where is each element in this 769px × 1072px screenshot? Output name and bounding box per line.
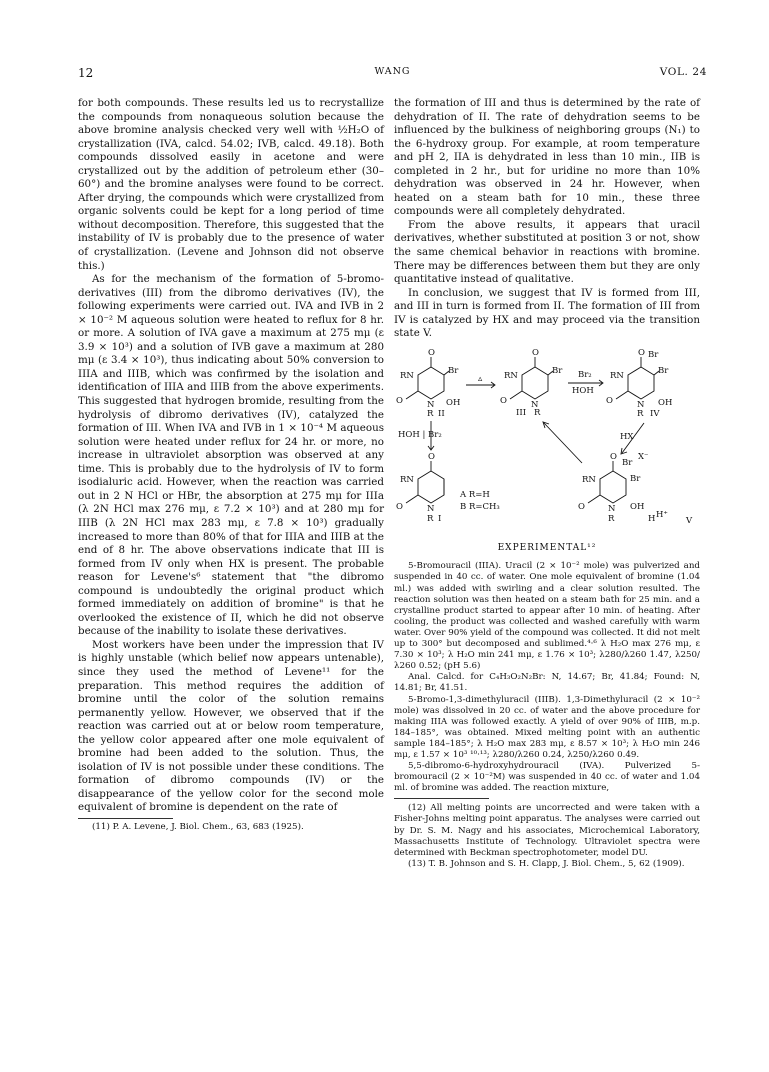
svg-text:R: R: [427, 408, 434, 419]
reaction-scheme: [394, 347, 700, 537]
svg-text:V: V: [686, 515, 693, 526]
paragraph: the formation of III and thus is determined by the rate of dehydration of II. The rate of dehydration seems to be influenced by the bulkiness of neighboring groups (N₁) to the 6-hydroxy group. For example, at room temperature and pH 2, IIA is dehydrated in less than 10 min., IIB is completed in 2 hr., but for uridine no more than 10% dehydration was observed in 24 hr. However, when heated on a steam bath for 10 min., these three compounds were all completely dehydrated.: [394, 97, 700, 218]
structure-I: [396, 452, 444, 524]
svg-text:Br₂: Br₂: [578, 369, 592, 380]
structure-III: [500, 348, 563, 418]
svg-text:RN: RN: [400, 370, 414, 381]
svg-text:N: N: [608, 503, 616, 514]
svg-text:N: N: [427, 503, 435, 514]
footnotes: [394, 798, 700, 870]
svg-text:X⁻: X⁻: [638, 451, 649, 462]
legend-A: A R=H: [460, 489, 490, 500]
footnote-rule: [394, 798, 489, 799]
paragraph: As for the mechanism of the formation of 5-bromo-derivatives (III) from the dibromo derivatives (IV), the following experiments were carried out. IVA and IVB in 2 × 10⁻² M aqueous solution were heated to reflux for 8 hr. or more. A solution of IVA gave a maximum at 275 mμ (ε 3.9 × 10³) and a solution of IVB gave a maximum at 280 mμ (ε 3.4 × 10³), thus indicating about 50% conversion to IIIA and IIIB, which was confirmed by the isolation and identification of IIIA and IIIB from the above experiments. This suggested that hydrogen bromide, resulting from the hydrolysis of dibromo derivatives (IV), catalyzed the formation of III. When IVA and IVB in 1 × 10⁻⁴ M aqueous solution were heated under reflux for 24 hr. or more, no increase in ultraviolet absorption was observed at any time. This is probably due to the hydrolysis of IV to form isodialuric acid. However, when the reaction was carried out in 2 N HCl or HBr, the absorption at 275 mμ for IIIa (λ 2N HCl max 276 mμ, ε 7.2 × 10³) and at 280 mμ for IIIB (λ 2N HCl max 283 mμ, ε 7.8 × 10³) gradually increased to more than 80% of that for IIIA and IIIB at the end of 8 hr. The above observations indicate that III is formed from IV only when HX is present. The probable reason for Levene's⁶ statement that "the dibromo compound is undoubtedly the original product which formed immediately on addition of bromine" is that he overlooked the existence of II, which he did not observe because of the inability to isolate these derivatives.: [78, 273, 384, 638]
svg-text:O: O: [578, 501, 585, 512]
svg-text:O: O: [532, 347, 539, 358]
svg-text:O: O: [396, 395, 403, 406]
svg-text:HOH | Br₂: HOH | Br₂: [398, 429, 442, 440]
svg-text:O: O: [396, 501, 403, 512]
paragraph: In conclusion, we suggest that IV is formed from III, and III in turn is formed from II. The formation of III from IV is catalyzed by HX and may proceed via the transition state V.: [394, 286, 700, 340]
svg-text:OH: OH: [446, 397, 461, 408]
svg-text:R: R: [534, 407, 541, 418]
svg-text:H⁺: H⁺: [656, 509, 668, 520]
structure-V: [578, 452, 693, 526]
paragraph: 5-Bromo-1,3-dimethyluracil (IIIB). 1,3-Dimethyluracil (2 × 10⁻² mole) was dissolved in 20 cc. of water and the above procedure for making IIIA was followed exactly. A yield of over 90% of IIIB, m.p. 184–185°, was obtained. Mixed melting point with an authentic sample 184–185°; λ H₂O max 283 mμ, ε 8.57 × 10³; λ H₂O min 246 mμ, ε 1.57 × 10³ ¹⁰·¹³; λ280/λ260 0.24, λ250/λ260 0.49.: [394, 694, 700, 760]
svg-text:III: III: [516, 407, 527, 418]
svg-text:RN: RN: [582, 474, 596, 485]
svg-text:O: O: [638, 347, 645, 358]
svg-text:O: O: [610, 451, 617, 462]
svg-text:Br: Br: [630, 473, 641, 484]
svg-text:HX: HX: [620, 431, 634, 442]
svg-text:N: N: [637, 399, 645, 410]
paragraph: 5,5-dibromo-6-hydroxyhydrouracil (IVA). Pulverized 5-bromouracil (2 × 10⁻²M) was suspended in 40 cc. of water and 1.04 ml. of bromine was added. The reaction mixture,: [394, 761, 700, 794]
running-header: [78, 66, 707, 82]
svg-text:RN: RN: [610, 370, 624, 381]
structure-IV: [606, 348, 672, 419]
experimental-section: [394, 561, 700, 870]
svg-text:II: II: [438, 408, 445, 419]
svg-text:Br: Br: [648, 349, 659, 360]
svg-text:RN: RN: [400, 474, 414, 485]
paragraph: Anal. Calcd. for C₄H₃O₂N₂Br: N, 14.67; Br, 41.84; Found: N, 14.81; Br, 41.51.: [394, 672, 700, 694]
svg-text:O: O: [500, 395, 507, 406]
right-column: [394, 97, 700, 870]
svg-text:Br: Br: [448, 365, 459, 376]
paragraph: Most workers have been under the impression that IV is highly unstable (which belief now appears untenable), since they used the method of Levene¹¹ for the preparation. This method requires the addition of bromine until the color of the solution remains permanently yellow. However, we observed that if the reaction was carried out at or below room temperature, the yellow color appeared after one mole equivalent of bromine had been added to the solution. Thus, the isolation of IV is not possible under these conditions. The formation of dibromo compounds (IV) or the disappearance of the yellow color for the second mole equivalent of bromine is dependent on the rate of: [78, 638, 384, 814]
svg-text:N: N: [427, 399, 435, 410]
left-column: [78, 97, 384, 833]
svg-text:RN: RN: [504, 370, 518, 381]
volume-label: VOL. 24: [659, 66, 707, 78]
experimental-heading: EXPERIMENTAL¹²: [497, 542, 597, 553]
svg-text:OH: OH: [658, 397, 673, 408]
paragraph: for both compounds. These results led us to recrystallize the compounds from nonaqueous solution because the above bromine analysis checked very well with ½H₂O of crystallization (IVA, calcd. 54.02; IVB, calcd. 49.18). Both compounds dissolved easily in acetone and were crystallized out by the addition of petroleum ether (30–60°) and the bromine analyses were found to be correct. After drying, the compounds which were crystallized from organic solvents could be kept for a long period of time without decomposition. Therefore, this suggested that the instability of IV is probably due to the presence of water of crystallization. (Levene and Johnson did not observe this.): [78, 97, 384, 272]
svg-text:OH: OH: [630, 501, 645, 512]
running-author: WANG: [374, 66, 411, 77]
svg-text:I: I: [438, 513, 442, 524]
svg-text:O: O: [428, 451, 435, 462]
structure-II: [396, 348, 460, 419]
footnote-11: (11) P. A. Levene, J. Biol. Chem., 63, 683 (1925).: [92, 821, 304, 832]
svg-text:IV: IV: [650, 408, 660, 419]
footnote-13: (13) T. B. Johnson and S. H. Clapp, J. Biol. Chem., 5, 62 (1909).: [408, 858, 685, 869]
svg-text:R: R: [427, 513, 434, 524]
heat-symbol: ▵: [478, 373, 483, 384]
svg-text:O: O: [428, 347, 435, 358]
svg-text:Br: Br: [658, 365, 669, 376]
legend-B: B R=CH₃: [460, 501, 500, 512]
svg-text:Br: Br: [552, 365, 563, 376]
footnote-12: (12) All melting points are uncorrected and were taken with a Fisher-Johns melting point apparatus. The analyses were carried out by Dr. S. M. Nagy and his associates, Microchemical Laboratory, Massachusetts Institute of Technology. Ultraviolet spectra were determined with Beckman spectrophotometer, model DU.: [394, 803, 700, 858]
paragraph: 5-Bromouracil (IIIA). Uracil (2 × 10⁻² mole) was pulverized and suspended in 40 cc. of water. One mole equivalent of bromine (1.04 ml.) was added with swirling and a clear solution resulted. The reaction solution was then heated on a steam bath for 25 min. and a crystalline product started to appear after 10 min. of heating. After cooling, the product was collected and washed carefully with warm water. Over 90% yield of the compound was collected. It did not melt up to 300° but decomposed and sublimed.⁴·⁶ λ H₂O max 276 mμ, ε 7.30 × 10³; λ H₂O min 241 mμ, ε 1.76 × 10³; λ280/λ260 1.47, λ250/λ260 0.52; (pH 5.6): [394, 561, 700, 672]
paragraph: From the above results, it appears that uracil derivatives, whether substituted at position 3 or not, show the same chemical behavior in reactions with bromine. There may be differences between them but they are only quantitative instead of qualitative.: [394, 218, 700, 286]
svg-text:O: O: [606, 395, 613, 406]
svg-text:R: R: [608, 513, 615, 524]
svg-text:Br: Br: [622, 457, 633, 468]
svg-text:N: N: [531, 399, 539, 410]
footnote-rule: [78, 818, 173, 819]
svg-text:R: R: [637, 408, 644, 419]
page-number: 12: [78, 66, 94, 80]
svg-text:HOH: HOH: [572, 385, 594, 396]
svg-text:H: H: [648, 513, 656, 524]
